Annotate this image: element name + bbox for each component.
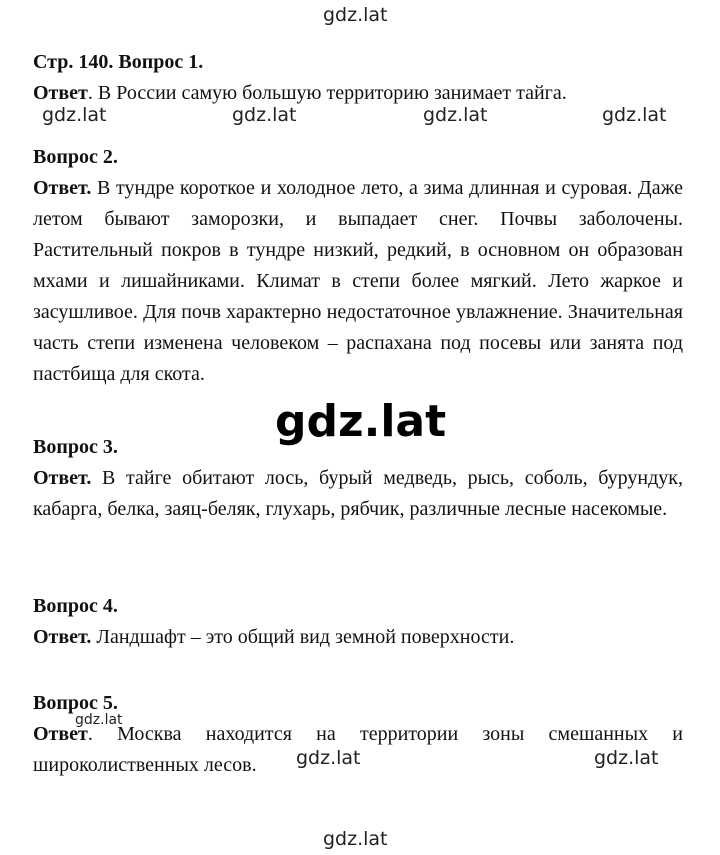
answer-4-label: Ответ. — [33, 626, 92, 648]
answer-1-label: Ответ — [33, 82, 88, 104]
answer-4 — [33, 622, 683, 653]
question-4 — [33, 591, 683, 653]
answer-2-label: Ответ. — [33, 177, 92, 199]
answer-1 — [33, 78, 683, 109]
watermark-footer: gdz.lat — [323, 828, 388, 850]
watermark-row1-a: gdz.lat — [42, 104, 107, 126]
answer-1-text: . В России самую большую территорию занимает тайга. — [87, 82, 567, 104]
question-2 — [33, 142, 683, 390]
answer-3 — [33, 463, 683, 525]
question-2-title: Вопрос 2. — [33, 146, 118, 168]
question-4-title: Вопрос 4. — [33, 595, 118, 617]
question-1-title: Стр. 140. Вопрос 1. — [33, 51, 204, 73]
question-1 — [33, 47, 683, 109]
answer-2 — [33, 173, 683, 390]
watermark-row1-b: gdz.lat — [232, 104, 297, 126]
watermark-small: gdz.lat — [75, 712, 123, 728]
question-3-title: Вопрос 3. — [33, 436, 118, 458]
answer-5-label: Ответ — [33, 723, 88, 745]
question-5 — [33, 688, 683, 781]
answer-5 — [33, 719, 683, 781]
answer-5-text: . Москва находится на территории зоны смешанных и широколиственных лесов. — [33, 723, 683, 776]
watermark-center-large: gdz.lat — [275, 396, 447, 447]
question-5-title: Вопрос 5. — [33, 692, 118, 714]
answer-4-text: Ландшафт – это общий вид земной поверхности. — [91, 626, 515, 648]
answer-2-text: В тундре короткое и холодное лето, а зима длинная и суровая. Даже летом бывают заморозки, и выпадает снег. Почвы заболочены. Растительный покров в тундре низкий, редкий, в основном он образован мхами и лишайниками. Климат в степи более мягкий. Лето жаркое и засушливое. Для почв характерно недостаточное увлажнение. Значительная часть степи изменена человеком – распахана под посевы или занята под пастбища для скота. — [33, 177, 683, 385]
answer-3-label: Ответ. — [33, 467, 92, 489]
watermark-bottom-a: gdz.lat — [296, 747, 361, 769]
question-3 — [33, 432, 683, 525]
watermark-row1-c: gdz.lat — [423, 104, 488, 126]
watermark-bottom-b: gdz.lat — [594, 747, 659, 769]
answer-3-text: В тайге обитают лось, бурый медведь, рысь, соболь, бурундук, кабарга, белка, заяц-беляк, глухарь, рябчик, различные лесные насекомые. — [33, 467, 683, 520]
watermark-top: gdz.lat — [323, 4, 388, 26]
watermark-row1-d: gdz.lat — [602, 104, 667, 126]
